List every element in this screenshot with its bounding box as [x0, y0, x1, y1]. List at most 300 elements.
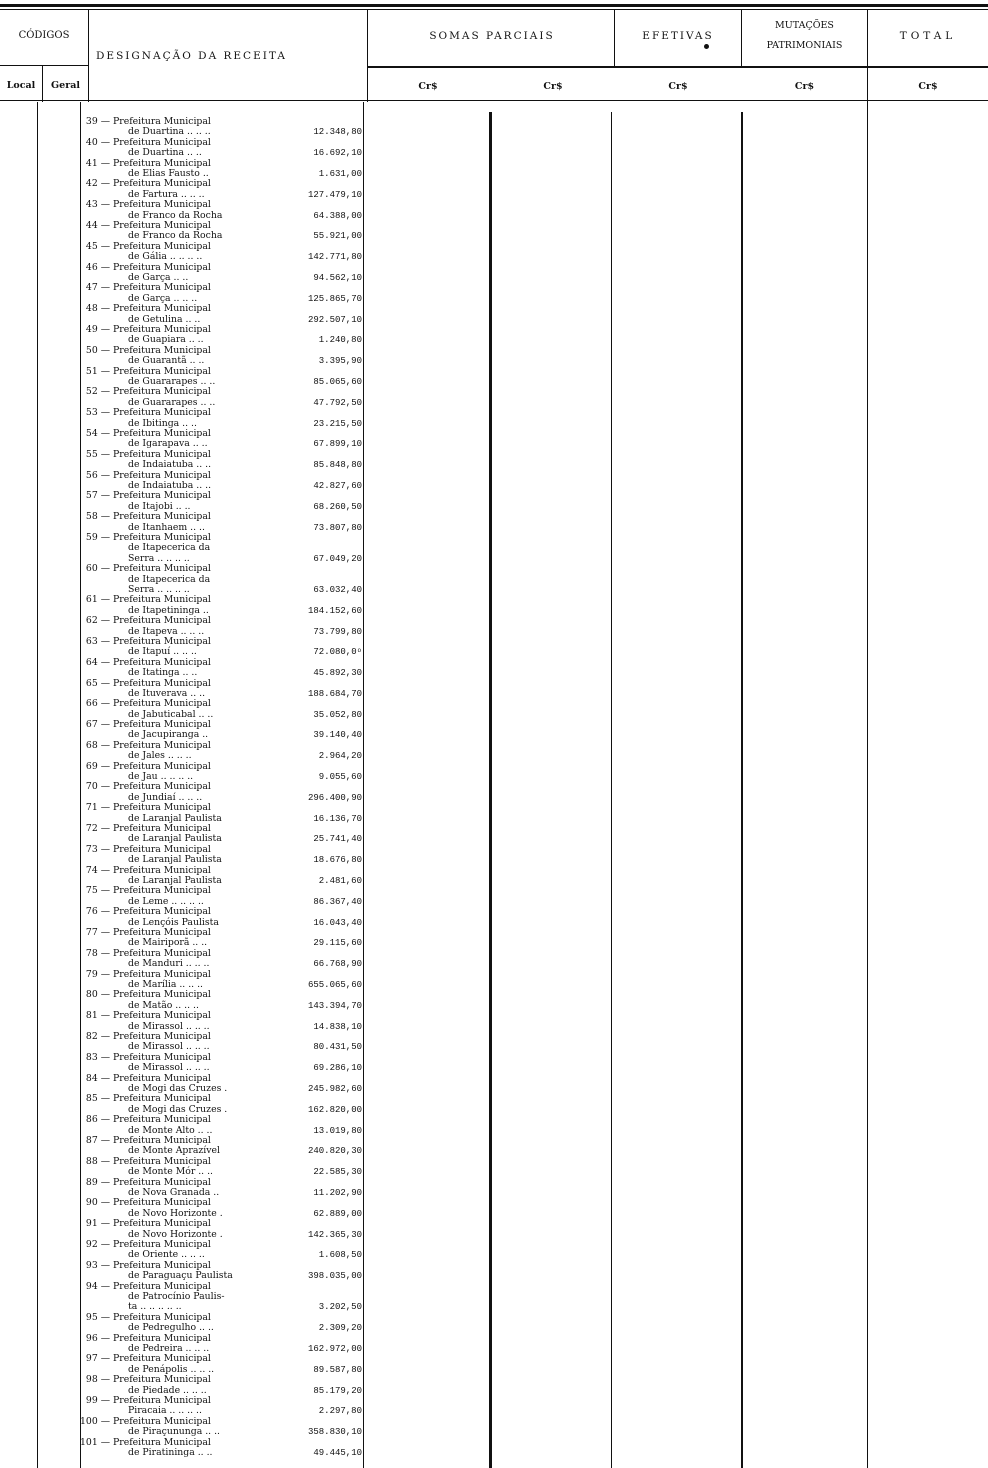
- entry-value: 68.260,50: [313, 501, 362, 512]
- receita-row: [80, 159, 370, 180]
- entry-line-1: Prefeitura Municipal: [113, 261, 211, 273]
- entry-line-2: de Mirassol .. .. ..: [128, 1041, 210, 1053]
- entry-value: 3.202,50: [318, 1302, 362, 1313]
- column-line-local: [37, 102, 38, 1468]
- entry-value: 9.055,60: [318, 772, 362, 783]
- entry-line-2: de Mirassol .. .. ..: [128, 1020, 210, 1032]
- entry-line-2: de Jundiaí .. .. ..: [128, 791, 203, 803]
- entry-line-2: de Jacupiranga ..: [128, 729, 209, 741]
- entry-value: 64.388,00: [313, 210, 362, 221]
- receita-row: [80, 658, 370, 679]
- entry-line-1: Prefeitura Municipal: [113, 469, 211, 481]
- entry-line-2: de Piedade .. .. ..: [128, 1384, 207, 1396]
- receita-row: [80, 471, 370, 492]
- entry-number: 80 —: [85, 989, 110, 1001]
- somas-parciais-label: SOMAS PARCIAIS: [429, 30, 555, 42]
- entry-line-1: Prefeitura Municipal: [113, 1239, 211, 1251]
- entry-line-1: Prefeitura Municipal: [113, 344, 211, 356]
- entry-line-1: Prefeitura Municipal: [113, 490, 211, 502]
- entry-number: 59 —: [85, 531, 110, 543]
- entry-line-2: de Indaiatuba .. ..: [128, 479, 212, 491]
- entry-number: 70 —: [85, 781, 110, 793]
- entry-line-2: de Gália .. .. .. ..: [128, 251, 203, 263]
- entry-value: 35.052,80: [313, 709, 362, 720]
- entry-value: 16.692,10: [313, 148, 362, 159]
- column-line-efetivas: [741, 112, 743, 1468]
- entry-number: 45 —: [85, 240, 110, 252]
- entry-line-2: de Lençóis Paulista: [128, 916, 219, 928]
- entry-line-2: de Laranjal Paulista: [128, 875, 222, 887]
- currency-label: Cr$: [418, 81, 438, 92]
- entry-value: 13.019,80: [313, 1125, 362, 1136]
- receita-row: [80, 1094, 370, 1115]
- local-label: Local: [6, 80, 36, 91]
- entry-number: 86 —: [85, 1114, 110, 1126]
- entry-line-2: de Guarantã .. ..: [128, 355, 205, 367]
- receita-row: [80, 450, 370, 471]
- entry-line-2: de Pedregulho .. ..: [128, 1322, 214, 1334]
- mutacoes-label: MUTAÇÕES: [775, 20, 834, 31]
- entry-number: 83 —: [85, 1051, 110, 1063]
- entry-line-1: Prefeitura Municipal: [113, 1353, 211, 1365]
- top-rule-thin: [0, 9, 988, 10]
- receita-row: [80, 138, 370, 159]
- entry-number: 44 —: [85, 219, 110, 231]
- efetivas-label: EFETIVAS: [642, 30, 714, 42]
- entry-value: 66.768,90: [313, 959, 362, 970]
- entry-line-1: Prefeitura Municipal: [113, 1135, 211, 1147]
- entry-line-1: Prefeitura Municipal: [113, 157, 211, 169]
- entry-value: 80.431,50: [313, 1042, 362, 1053]
- receita-row: [80, 1219, 370, 1240]
- entry-line-2: de Itapeva .. .. ..: [128, 625, 205, 637]
- receita-row: [80, 928, 370, 949]
- entry-line-1: Prefeitura Municipal: [113, 427, 211, 439]
- receita-row: [80, 387, 370, 408]
- entry-number: 61 —: [85, 594, 110, 606]
- entry-line-2: de Mairiporã .. ..: [128, 937, 208, 949]
- entry-value: 23.215,50: [313, 418, 362, 429]
- entry-line-1: Prefeitura Municipal: [113, 386, 211, 398]
- entry-line-1: Prefeitura Municipal: [113, 615, 211, 627]
- entry-line-1: Prefeitura Municipal: [113, 823, 211, 835]
- entry-line-2: de Patrocínio Paulis-: [128, 1291, 225, 1302]
- bullet-mark: [704, 44, 709, 49]
- entry-number: 62 —: [85, 615, 110, 627]
- entry-line-1: Prefeitura Municipal: [113, 781, 211, 793]
- entry-number: 67 —: [85, 719, 110, 731]
- entry-value: 143.394,70: [307, 1000, 362, 1011]
- entry-line-1: Prefeitura Municipal: [113, 927, 211, 939]
- entry-number: 72 —: [85, 823, 110, 835]
- entry-line-1: Prefeitura Municipal: [113, 1093, 211, 1105]
- entry-number: 57 —: [85, 490, 110, 502]
- entry-value: 2.964,20: [318, 751, 362, 762]
- receita-row: [80, 408, 370, 429]
- entry-value: 73.807,80: [313, 522, 362, 533]
- entry-line-1: Prefeitura Municipal: [113, 240, 211, 252]
- entry-line-2: de Elias Fausto ..: [128, 167, 209, 179]
- entry-value: 2.309,20: [318, 1323, 362, 1334]
- receita-row: [80, 1282, 370, 1313]
- table-header: [0, 0, 988, 102]
- entry-value: 72.080,0ᵒ: [313, 647, 362, 658]
- entry-number: 42 —: [85, 178, 110, 190]
- entry-line-1: Prefeitura Municipal: [113, 1155, 211, 1167]
- entry-line-1: Prefeitura Municipal: [113, 947, 211, 959]
- entry-number: 64 —: [85, 656, 110, 668]
- entry-number: 66 —: [85, 698, 110, 710]
- entry-value: 25.741,40: [313, 834, 362, 845]
- receita-row: [80, 1261, 370, 1282]
- entry-number: 85 —: [85, 1093, 110, 1105]
- entry-line-1: Prefeitura Municipal: [113, 1332, 211, 1344]
- entry-line-2: de Penápolis .. .. ..: [128, 1363, 215, 1375]
- entry-value: 47.792,50: [313, 397, 362, 408]
- receita-row: [80, 325, 370, 346]
- entry-line-1: Prefeitura Municipal: [113, 511, 211, 523]
- entry-value: 3.395,90: [318, 356, 362, 367]
- entry-line-1: Prefeitura Municipal: [113, 1374, 211, 1386]
- entry-line-2: de Laranjal Paulista: [128, 833, 222, 845]
- entry-number: 97 —: [85, 1353, 110, 1365]
- entry-value: 22.585,30: [313, 1167, 362, 1178]
- entry-value: 1.631,00: [318, 168, 362, 179]
- geral-label: Geral: [51, 80, 80, 91]
- receita-row: [80, 1011, 370, 1032]
- entry-value: 16.136,70: [313, 813, 362, 824]
- entry-line-2: de Laranjal Paulista: [128, 854, 222, 866]
- currency-label: Cr$: [918, 81, 938, 92]
- entry-value: 142.365,30: [307, 1229, 362, 1240]
- entry-line-3: Serra .. .. .. ..: [128, 552, 190, 564]
- entry-number: 81 —: [85, 1010, 110, 1022]
- entry-number: 76 —: [85, 906, 110, 918]
- entry-value: 55.921,00: [313, 231, 362, 242]
- receita-row: [80, 1334, 370, 1355]
- entry-line-3: ta .. .. .. .. ..: [128, 1301, 182, 1313]
- entry-value: 86.367,40: [313, 896, 362, 907]
- entry-line-2: de Duartina .. .. ..: [128, 126, 211, 138]
- entry-number: 51 —: [85, 365, 110, 377]
- entry-value: 12.348,80: [313, 127, 362, 138]
- entry-line-2: de Piraçununga .. ..: [128, 1426, 221, 1438]
- entry-line-2: de Nova Granada ..: [128, 1187, 220, 1199]
- receita-row: [80, 1417, 370, 1438]
- receita-row: [80, 1354, 370, 1375]
- entry-number: 100 —: [80, 1415, 110, 1427]
- entry-line-1: Prefeitura Municipal: [113, 563, 211, 575]
- receita-row: [80, 970, 370, 991]
- entry-line-2: de Monte Aprazível: [128, 1145, 220, 1157]
- entry-line-2: de Piratininga .. ..: [128, 1446, 213, 1458]
- entry-number: 90 —: [85, 1197, 110, 1209]
- receita-row: [80, 637, 370, 658]
- column-line-mutacoes: [867, 102, 868, 1468]
- entry-value: 184.152,60: [307, 605, 362, 616]
- entry-value: 125.865,70: [307, 293, 362, 304]
- entry-number: 49 —: [85, 323, 110, 335]
- entry-line-1: Prefeitura Municipal: [113, 1394, 211, 1406]
- entry-line-2: de Garça .. ..: [128, 271, 189, 283]
- entry-number: 52 —: [85, 386, 110, 398]
- entry-line-1: Prefeitura Municipal: [113, 1415, 211, 1427]
- receita-row: [80, 949, 370, 970]
- entry-number: 98 —: [85, 1374, 110, 1386]
- entry-value: 73.799,80: [313, 626, 362, 637]
- entry-number: 99 —: [85, 1394, 110, 1406]
- receita-row: [80, 866, 370, 887]
- entry-number: 40 —: [85, 136, 110, 148]
- codigos-divider: [0, 65, 88, 66]
- entry-line-1: Prefeitura Municipal: [113, 677, 211, 689]
- entry-line-2: de Guapiara .. ..: [128, 334, 204, 346]
- entry-number: 84 —: [85, 1072, 110, 1084]
- entry-line-1: Prefeitura Municipal: [113, 282, 211, 294]
- receita-row: [80, 1053, 370, 1074]
- receita-row: [80, 1074, 370, 1095]
- entry-line-2: de Manduri .. .. ..: [128, 958, 210, 970]
- entry-number: 68 —: [85, 739, 110, 751]
- receita-row: [80, 263, 370, 284]
- receita-row: [80, 1313, 370, 1334]
- entry-line-1: Prefeitura Municipal: [113, 323, 211, 335]
- entry-number: 47 —: [85, 282, 110, 294]
- entry-line-1: Prefeitura Municipal: [113, 635, 211, 647]
- receita-row: [80, 512, 370, 533]
- entry-line-2: de Marília .. .. ..: [128, 979, 203, 991]
- entry-number: 88 —: [85, 1155, 110, 1167]
- entry-number: 58 —: [85, 511, 110, 523]
- entry-number: 48 —: [85, 303, 110, 315]
- receita-row: [80, 242, 370, 263]
- entry-line-2: de Ituverava .. ..: [128, 687, 206, 699]
- currency-label: Cr$: [543, 81, 563, 92]
- entry-number: 93 —: [85, 1259, 110, 1271]
- entry-line-2: de Jales .. .. ..: [128, 750, 192, 762]
- entry-value: 1.240,80: [318, 335, 362, 346]
- receita-row: [80, 907, 370, 928]
- receita-row: [80, 429, 370, 450]
- entry-value: 62.889,00: [313, 1208, 362, 1219]
- designacao-label: DESIGNAÇÃO DA RECEITA: [96, 50, 287, 62]
- entry-value: 89.587,80: [313, 1364, 362, 1375]
- receita-list: [80, 117, 370, 1458]
- receita-row: [80, 1240, 370, 1261]
- receita-row: [80, 283, 370, 304]
- entry-value: 49.445,10: [313, 1447, 362, 1458]
- entry-line-1: Prefeitura Municipal: [113, 1218, 211, 1230]
- receita-row: [80, 1115, 370, 1136]
- entry-line-2: de Itajobi .. ..: [128, 500, 191, 512]
- receita-row: [80, 200, 370, 221]
- entry-line-1: Prefeitura Municipal: [113, 802, 211, 814]
- receita-row: [80, 741, 370, 762]
- entry-line-2: de Jabuticabal .. ..: [128, 708, 214, 720]
- entry-line-2: de Itapuí .. .. ..: [128, 646, 197, 658]
- entry-line-1: Prefeitura Municipal: [113, 1259, 211, 1271]
- entry-line-2: de Jau .. .. .. ..: [128, 771, 194, 783]
- receita-row: [80, 1157, 370, 1178]
- entry-line-2: de Mogi das Cruzes .: [128, 1083, 228, 1095]
- header-bottom-rule: [0, 100, 988, 101]
- entry-line-1: Prefeitura Municipal: [113, 656, 211, 668]
- entry-value: 162.820,00: [307, 1104, 362, 1115]
- entry-line-1: Prefeitura Municipal: [113, 989, 211, 1001]
- entry-number: 55 —: [85, 448, 110, 460]
- receita-row: [80, 616, 370, 637]
- entry-line-2: de Itapetininga ..: [128, 604, 209, 616]
- entry-value: 296.400,90: [307, 792, 362, 803]
- entry-value: 94.562,10: [313, 272, 362, 283]
- entry-line-2: de Leme .. .. .. ..: [128, 895, 204, 907]
- receita-row: [80, 1136, 370, 1157]
- entry-number: 60 —: [85, 563, 110, 575]
- currency-label: Cr$: [794, 81, 815, 92]
- entry-line-2: de Monte Mór .. ..: [128, 1166, 213, 1178]
- entry-line-1: Prefeitura Municipal: [113, 407, 211, 419]
- column-line-somas-2: [611, 112, 612, 1468]
- entry-line-1: Prefeitura Municipal: [113, 1436, 211, 1448]
- entry-number: 39 —: [85, 116, 110, 127]
- receita-row: [80, 824, 370, 845]
- receita-row: [80, 346, 370, 367]
- receita-row: [80, 886, 370, 907]
- entry-number: 43 —: [85, 199, 110, 211]
- entry-value: 398.035,00: [307, 1271, 362, 1282]
- entry-value: 29.115,60: [313, 938, 362, 949]
- entry-line-1: Prefeitura Municipal: [113, 116, 211, 127]
- entry-value: 245.982,60: [307, 1084, 362, 1095]
- entry-number: 75 —: [85, 885, 110, 897]
- entry-number: 65 —: [85, 677, 110, 689]
- entry-number: 95 —: [85, 1311, 110, 1323]
- entry-line-2: de Franco da Rocha: [128, 230, 223, 242]
- entry-line-2: de Igarapava .. ..: [128, 438, 208, 450]
- entry-number: 89 —: [85, 1176, 110, 1188]
- entry-line-1: Prefeitura Municipal: [113, 448, 211, 460]
- entry-number: 77 —: [85, 927, 110, 939]
- entry-line-2: de Duartina .. ..: [128, 147, 202, 159]
- entry-number: 87 —: [85, 1135, 110, 1147]
- currency-label: Cr$: [668, 81, 688, 92]
- entry-line-2: de Indaiatuba .. ..: [128, 459, 212, 471]
- entry-line-1: Prefeitura Municipal: [113, 885, 211, 897]
- entry-value: 127.479,10: [307, 189, 362, 200]
- patrimoniais-label: PATRIMONIAIS: [766, 40, 843, 51]
- entry-line-2: de Guararapes .. ..: [128, 396, 216, 408]
- entry-line-1: Prefeitura Municipal: [113, 1010, 211, 1022]
- entry-line-1: Prefeitura Municipal: [113, 594, 211, 606]
- receita-row: [80, 803, 370, 824]
- entry-line-2: de Laranjal Paulista: [128, 812, 222, 824]
- entry-number: 54 —: [85, 427, 110, 439]
- receita-row: [80, 1198, 370, 1219]
- receita-row: [80, 845, 370, 866]
- receita-row: [80, 1375, 370, 1396]
- entry-number: 91 —: [85, 1218, 110, 1230]
- codigos-label: CÓDIGOS: [18, 30, 70, 41]
- entry-line-2: de Garça .. .. ..: [128, 292, 198, 304]
- entry-line-2: de Monte Alto .. ..: [128, 1124, 213, 1136]
- entry-line-1: Prefeitura Municipal: [113, 739, 211, 751]
- entry-value: 85.065,60: [313, 376, 362, 387]
- entry-line-1: Prefeitura Municipal: [113, 1176, 211, 1188]
- entry-line-2: de Itatinga .. ..: [128, 667, 198, 679]
- receita-row: [80, 179, 370, 200]
- entry-value: 2.297,80: [318, 1406, 362, 1417]
- entry-line-1: Prefeitura Municipal: [113, 303, 211, 315]
- receita-row: [80, 595, 370, 616]
- header-vline: [88, 10, 89, 102]
- receita-row: [80, 1032, 370, 1053]
- entry-number: 41 —: [85, 157, 110, 169]
- entry-number: 69 —: [85, 760, 110, 772]
- entry-value: 85.848,80: [313, 460, 362, 471]
- entry-line-2: de Mirassol .. .. ..: [128, 1062, 210, 1074]
- entry-line-2: de Matão .. .. ..: [128, 999, 199, 1011]
- receita-row: [80, 304, 370, 325]
- entry-line-2: de Itapecerica da: [128, 573, 211, 585]
- subheader-rule: [368, 66, 988, 68]
- entry-value: 142.771,80: [307, 252, 362, 263]
- entry-line-1: Prefeitura Municipal: [113, 1311, 211, 1323]
- entry-line-1: Prefeitura Municipal: [113, 1280, 211, 1292]
- entry-value: 18.676,80: [313, 855, 362, 866]
- total-label: TOTAL: [899, 30, 957, 42]
- entry-number: 78 —: [85, 947, 110, 959]
- receita-row: [80, 491, 370, 512]
- receita-row: [80, 533, 370, 564]
- entry-value: 292.507,10: [307, 314, 362, 325]
- entry-value: 63.032,40: [313, 584, 362, 595]
- entry-line-2: de Ibitinga .. ..: [128, 417, 197, 429]
- receita-row: [80, 1396, 370, 1417]
- entry-value: 162.972,00: [307, 1343, 362, 1354]
- entry-value: 2.481,60: [318, 876, 362, 887]
- entry-line-2: de Mogi das Cruzes .: [128, 1103, 228, 1115]
- entry-value: 85.179,20: [313, 1385, 362, 1396]
- entry-line-1: Prefeitura Municipal: [113, 199, 211, 211]
- entry-value: 655.065,60: [307, 980, 362, 991]
- entry-value: 39.140,40: [313, 730, 362, 741]
- entry-line-1: Prefeitura Municipal: [113, 760, 211, 772]
- entry-line-1: Prefeitura Municipal: [113, 968, 211, 980]
- entry-line-2: de Itapecerica da: [128, 542, 211, 554]
- header-vline: [741, 10, 742, 68]
- entry-value: 67.049,20: [313, 553, 362, 564]
- entry-number: 63 —: [85, 635, 110, 647]
- entry-line-1: Prefeitura Municipal: [113, 843, 211, 855]
- entry-line-2: de Franco da Rocha: [128, 209, 223, 221]
- entry-number: 79 —: [85, 968, 110, 980]
- entry-number: 92 —: [85, 1239, 110, 1251]
- entry-value: 14.838,10: [313, 1021, 362, 1032]
- entry-value: 358.830,10: [307, 1427, 362, 1438]
- entry-value: 42.827,60: [313, 480, 362, 491]
- entry-number: 71 —: [85, 802, 110, 814]
- entry-line-2: de Getulina .. ..: [128, 313, 201, 325]
- entry-line-1: Prefeitura Municipal: [113, 1114, 211, 1126]
- entry-line-1: Prefeitura Municipal: [113, 219, 211, 231]
- entry-line-1: Prefeitura Municipal: [113, 906, 211, 918]
- entry-line-3: Serra .. .. .. ..: [128, 583, 190, 595]
- entry-line-1: Prefeitura Municipal: [113, 1072, 211, 1084]
- entry-line-1: Prefeitura Municipal: [113, 136, 211, 148]
- entry-line-2: de Itanhaem .. ..: [128, 521, 205, 533]
- entry-line-1: Prefeitura Municipal: [113, 698, 211, 710]
- entry-value: 45.892,30: [313, 668, 362, 679]
